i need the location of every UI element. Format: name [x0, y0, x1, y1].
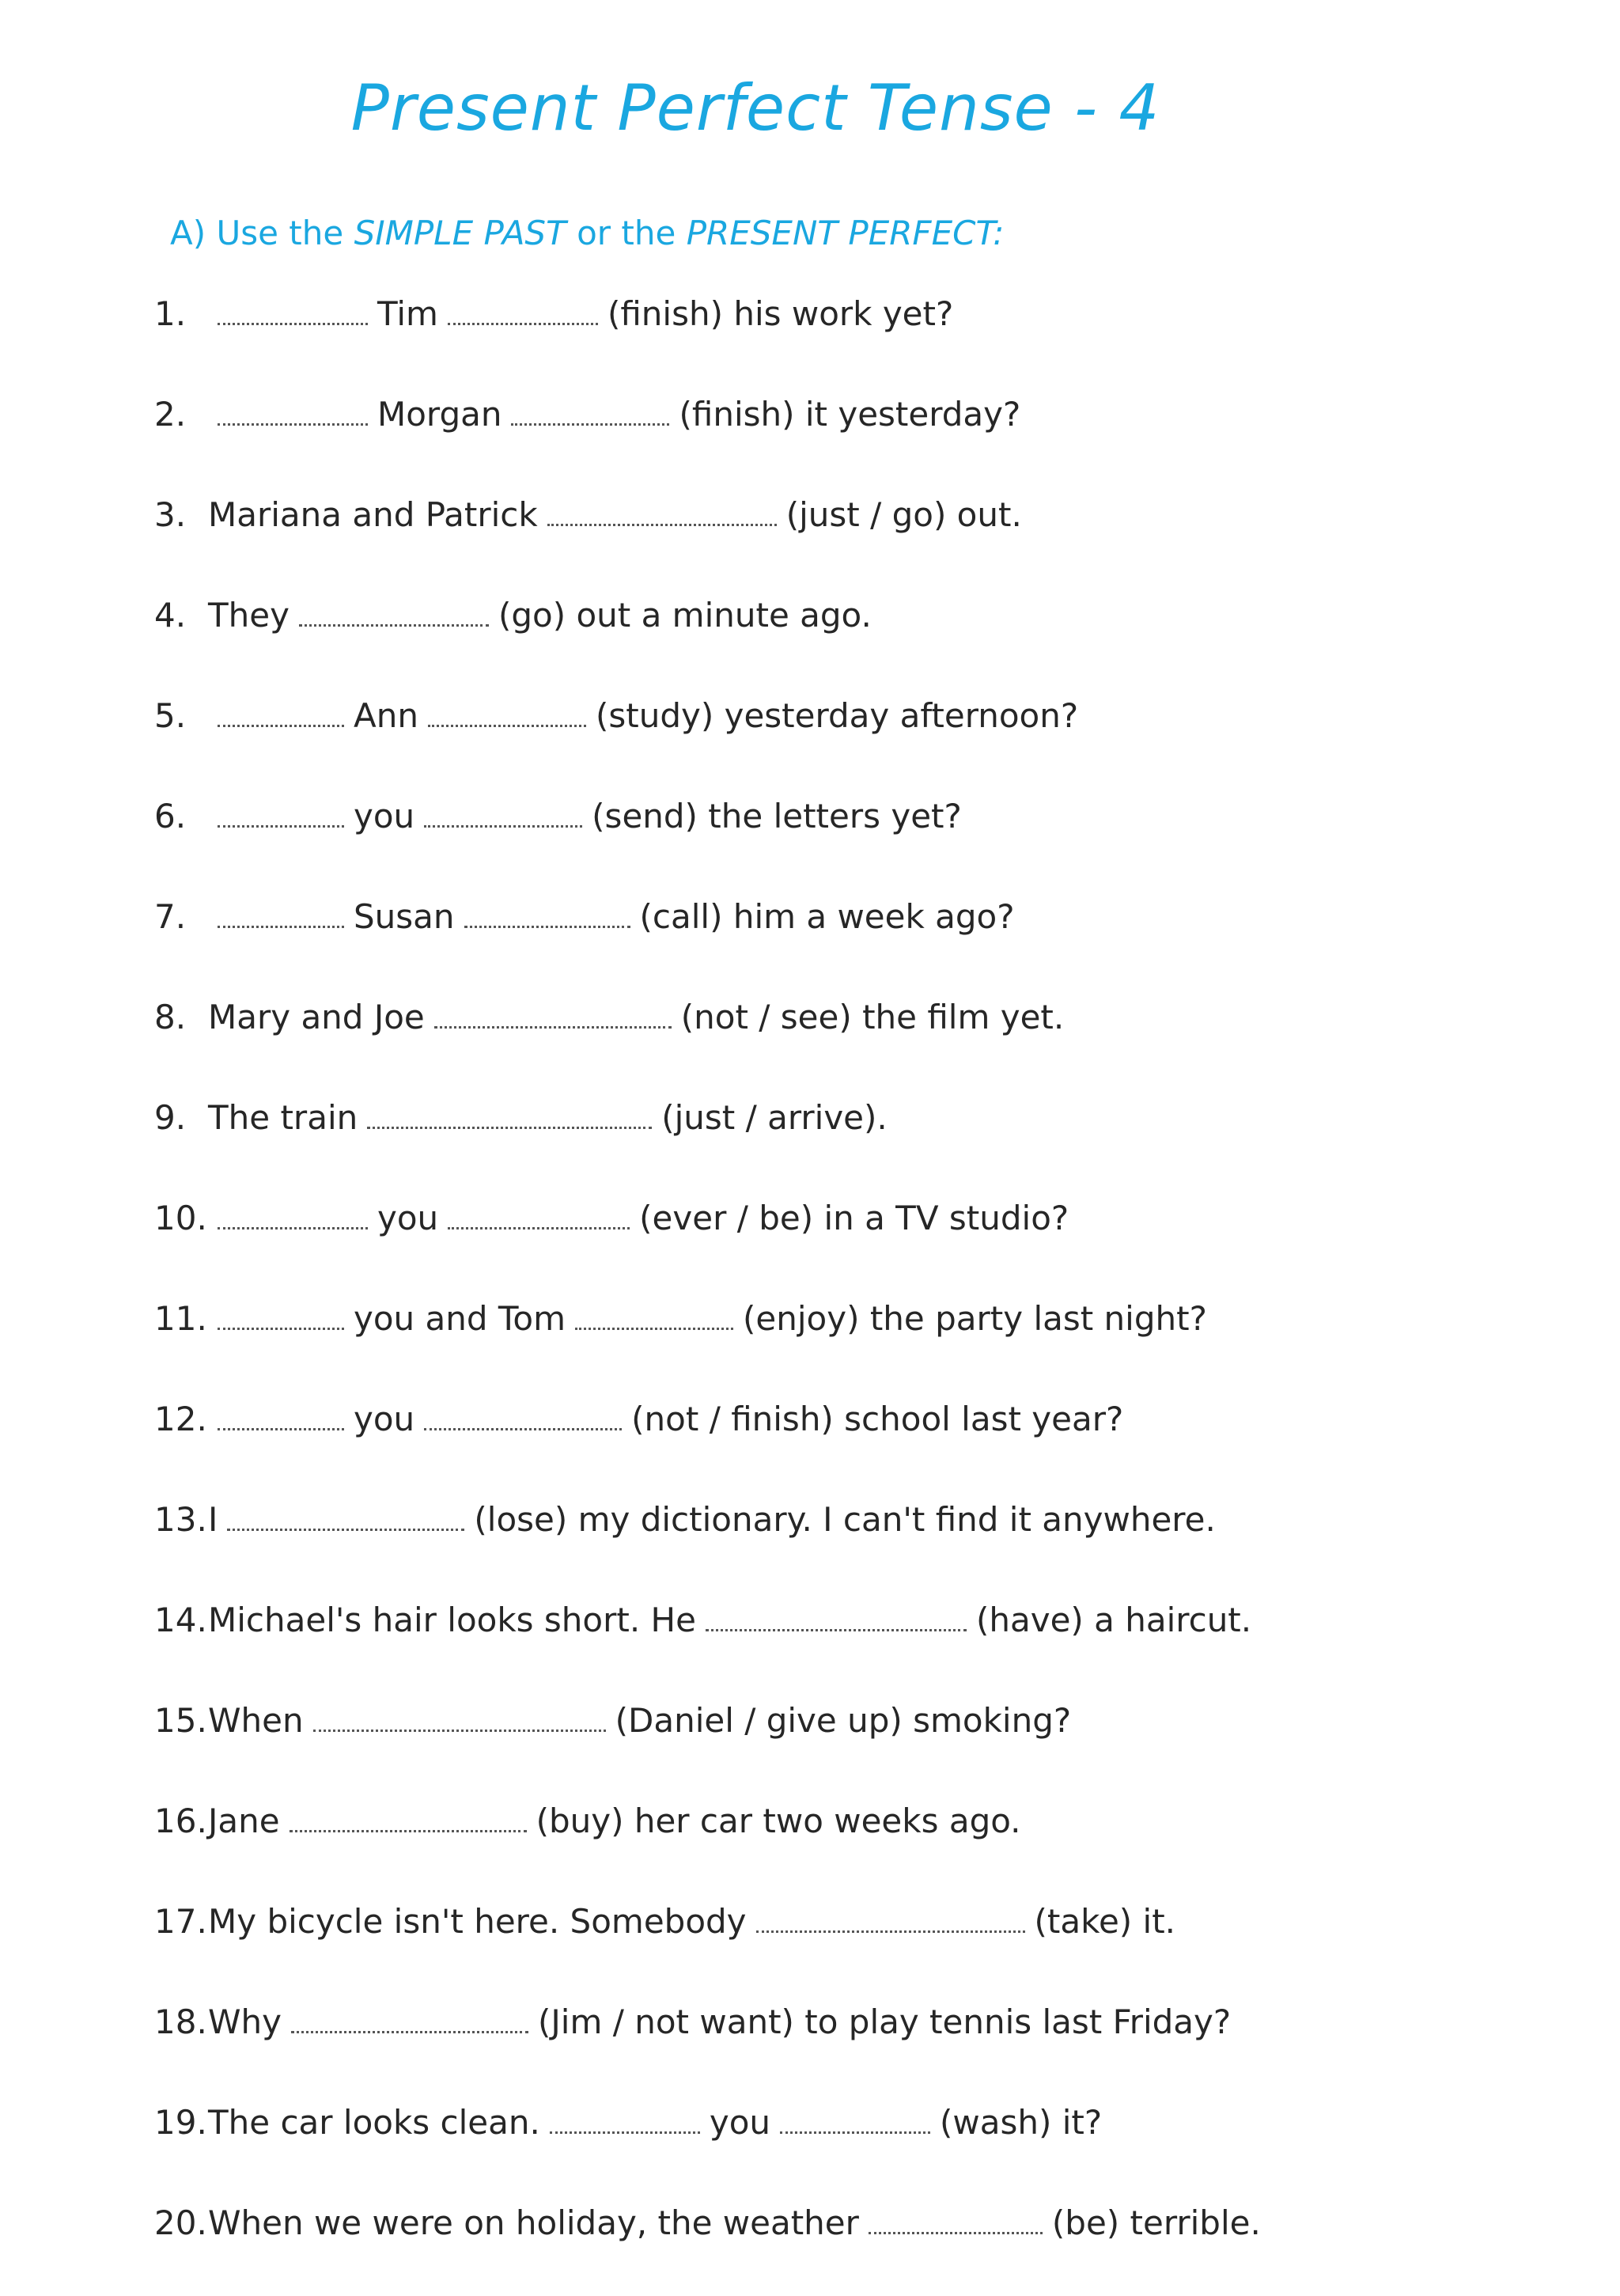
question-item [154, 1995, 1499, 2095]
answer-blank[interactable] [218, 291, 368, 325]
answer-blank[interactable] [575, 1296, 733, 1330]
answer-blank[interactable] [550, 2100, 700, 2134]
question-number: 16. [154, 1802, 207, 1840]
answer-blank[interactable] [780, 2100, 930, 2134]
answer-blank[interactable] [511, 392, 669, 426]
question-text: Mariana and Patrick [208, 495, 538, 534]
answer-blank[interactable] [227, 1497, 464, 1531]
question-text: Tim [377, 294, 438, 333]
question-text: you [709, 2103, 771, 2142]
question-item [154, 990, 1499, 1090]
instruction-term-simple-past: SIMPLE PAST [354, 214, 566, 252]
answer-blank[interactable] [428, 693, 586, 727]
question-text: (have) a haircut. [975, 1601, 1252, 1639]
question-text: They [208, 596, 290, 635]
question-text: When we were on holiday, the weather [208, 2203, 859, 2242]
instruction-term-present-perfect: PRESENT PERFECT: [686, 214, 1005, 252]
answer-blank[interactable] [464, 894, 630, 928]
instruction-middle: or the [566, 214, 687, 252]
question-item [154, 2196, 1499, 2296]
answer-blank[interactable] [218, 1195, 368, 1229]
question-number: 3. [154, 495, 187, 534]
question-text: The car looks clean. [208, 2103, 540, 2142]
question-item [154, 1693, 1499, 1794]
question-number: 19. [154, 2103, 207, 2142]
answer-blank[interactable] [291, 1999, 528, 2033]
question-text: you and Tom [354, 1299, 566, 1338]
question-text: (go) out a minute ago. [498, 596, 872, 635]
question-text: (finish) his work yet? [607, 294, 954, 333]
instruction-prefix: A) Use the [170, 214, 354, 252]
question-number: 20. [154, 2203, 207, 2242]
question-text: When [208, 1701, 304, 1740]
answer-blank[interactable] [218, 693, 344, 727]
answer-blank[interactable] [434, 995, 672, 1029]
question-number: 5. [154, 696, 187, 735]
question-text: Susan [354, 897, 455, 936]
question-number: 12. [154, 1400, 207, 1438]
answer-blank[interactable] [218, 1296, 344, 1330]
question-text: (Jim / not want) to play tennis last Friday? [538, 2002, 1232, 2041]
question-text: (finish) it yesterday? [679, 395, 1021, 434]
question-text: (enjoy) the party last night? [743, 1299, 1207, 1338]
question-text: (take) it. [1034, 1902, 1176, 1941]
question-number: 18. [154, 2002, 207, 2041]
question-number: 2. [154, 395, 187, 434]
question-item [154, 1392, 1499, 1492]
question-item [154, 1291, 1499, 1392]
question-text: (Daniel / give up) smoking? [615, 1701, 1072, 1740]
question-text: you [354, 797, 415, 835]
question-item [154, 1593, 1499, 1693]
answer-blank[interactable] [218, 794, 344, 828]
question-item [154, 387, 1499, 487]
question-text: (lose) my dictionary. I can't find it anywhere. [474, 1500, 1216, 1539]
question-text: you [377, 1199, 439, 1237]
question-text: (study) yesterday afternoon? [595, 696, 1079, 735]
answer-blank[interactable] [218, 894, 344, 928]
worksheet-title: Present Perfect Tense - 4 [350, 71, 1160, 145]
question-text: Jane [208, 1802, 280, 1840]
question-text: (just / go) out. [785, 495, 1022, 534]
question-number: 17. [154, 1902, 207, 1941]
question-text: (call) him a week ago? [639, 897, 1015, 936]
question-number: 8. [154, 998, 187, 1036]
question-number: 4. [154, 596, 187, 635]
question-item [154, 1090, 1499, 1191]
question-number: 10. [154, 1199, 207, 1237]
question-item [154, 1191, 1499, 1291]
question-text: My bicycle isn't here. Somebody [208, 1902, 747, 1941]
question-item [154, 1492, 1499, 1593]
question-text: (wash) it? [940, 2103, 1103, 2142]
answer-blank[interactable] [547, 492, 777, 526]
answer-blank[interactable] [218, 1396, 344, 1430]
question-item [154, 889, 1499, 990]
question-text: (send) the letters yet? [592, 797, 962, 835]
question-item [154, 1794, 1499, 1894]
answer-blank[interactable] [218, 392, 368, 426]
answer-blank[interactable] [367, 1095, 652, 1129]
question-number: 14. [154, 1601, 207, 1639]
question-text: (ever / be) in a TV studio? [639, 1199, 1069, 1237]
question-text: Why [208, 2002, 282, 2041]
question-text: (buy) her car two weeks ago. [536, 1802, 1021, 1840]
question-number: 15. [154, 1701, 207, 1740]
question-item [154, 789, 1499, 889]
question-number: 1. [154, 294, 187, 333]
question-text: (not / finish) school last year? [631, 1400, 1124, 1438]
question-item [154, 688, 1499, 789]
question-number: 7. [154, 897, 187, 936]
question-text: Mary and Joe [208, 998, 425, 1036]
question-item [154, 1894, 1499, 1995]
question-text: Ann [354, 696, 418, 735]
question-text: (not / see) the film yet. [680, 998, 1065, 1036]
answer-blank[interactable] [448, 291, 598, 325]
answer-blank[interactable] [313, 1698, 606, 1732]
question-text: you [354, 1400, 415, 1438]
answer-blank[interactable] [424, 794, 582, 828]
question-text: I [208, 1500, 218, 1539]
question-item [154, 286, 1499, 387]
question-number: 13. [154, 1500, 207, 1539]
question-text: Morgan [377, 395, 502, 434]
instruction-line [170, 214, 1004, 252]
answer-blank[interactable] [448, 1195, 630, 1229]
question-text: (be) terrible. [1051, 2203, 1261, 2242]
question-list [154, 286, 1499, 2296]
question-number: 9. [154, 1098, 187, 1137]
question-text: Michael's hair looks short. He [208, 1601, 696, 1639]
question-text: The train [208, 1098, 358, 1137]
answer-blank[interactable] [290, 1798, 527, 1832]
question-item [154, 588, 1499, 688]
answer-blank[interactable] [299, 593, 489, 627]
question-number: 11. [154, 1299, 207, 1338]
question-text: (just / arrive). [661, 1098, 888, 1137]
question-item [154, 2095, 1499, 2196]
answer-blank[interactable] [706, 1597, 967, 1631]
answer-blank[interactable] [756, 1899, 1025, 1933]
question-number: 6. [154, 797, 187, 835]
answer-blank[interactable] [424, 1396, 622, 1430]
question-item [154, 487, 1499, 588]
answer-blank[interactable] [869, 2200, 1043, 2234]
